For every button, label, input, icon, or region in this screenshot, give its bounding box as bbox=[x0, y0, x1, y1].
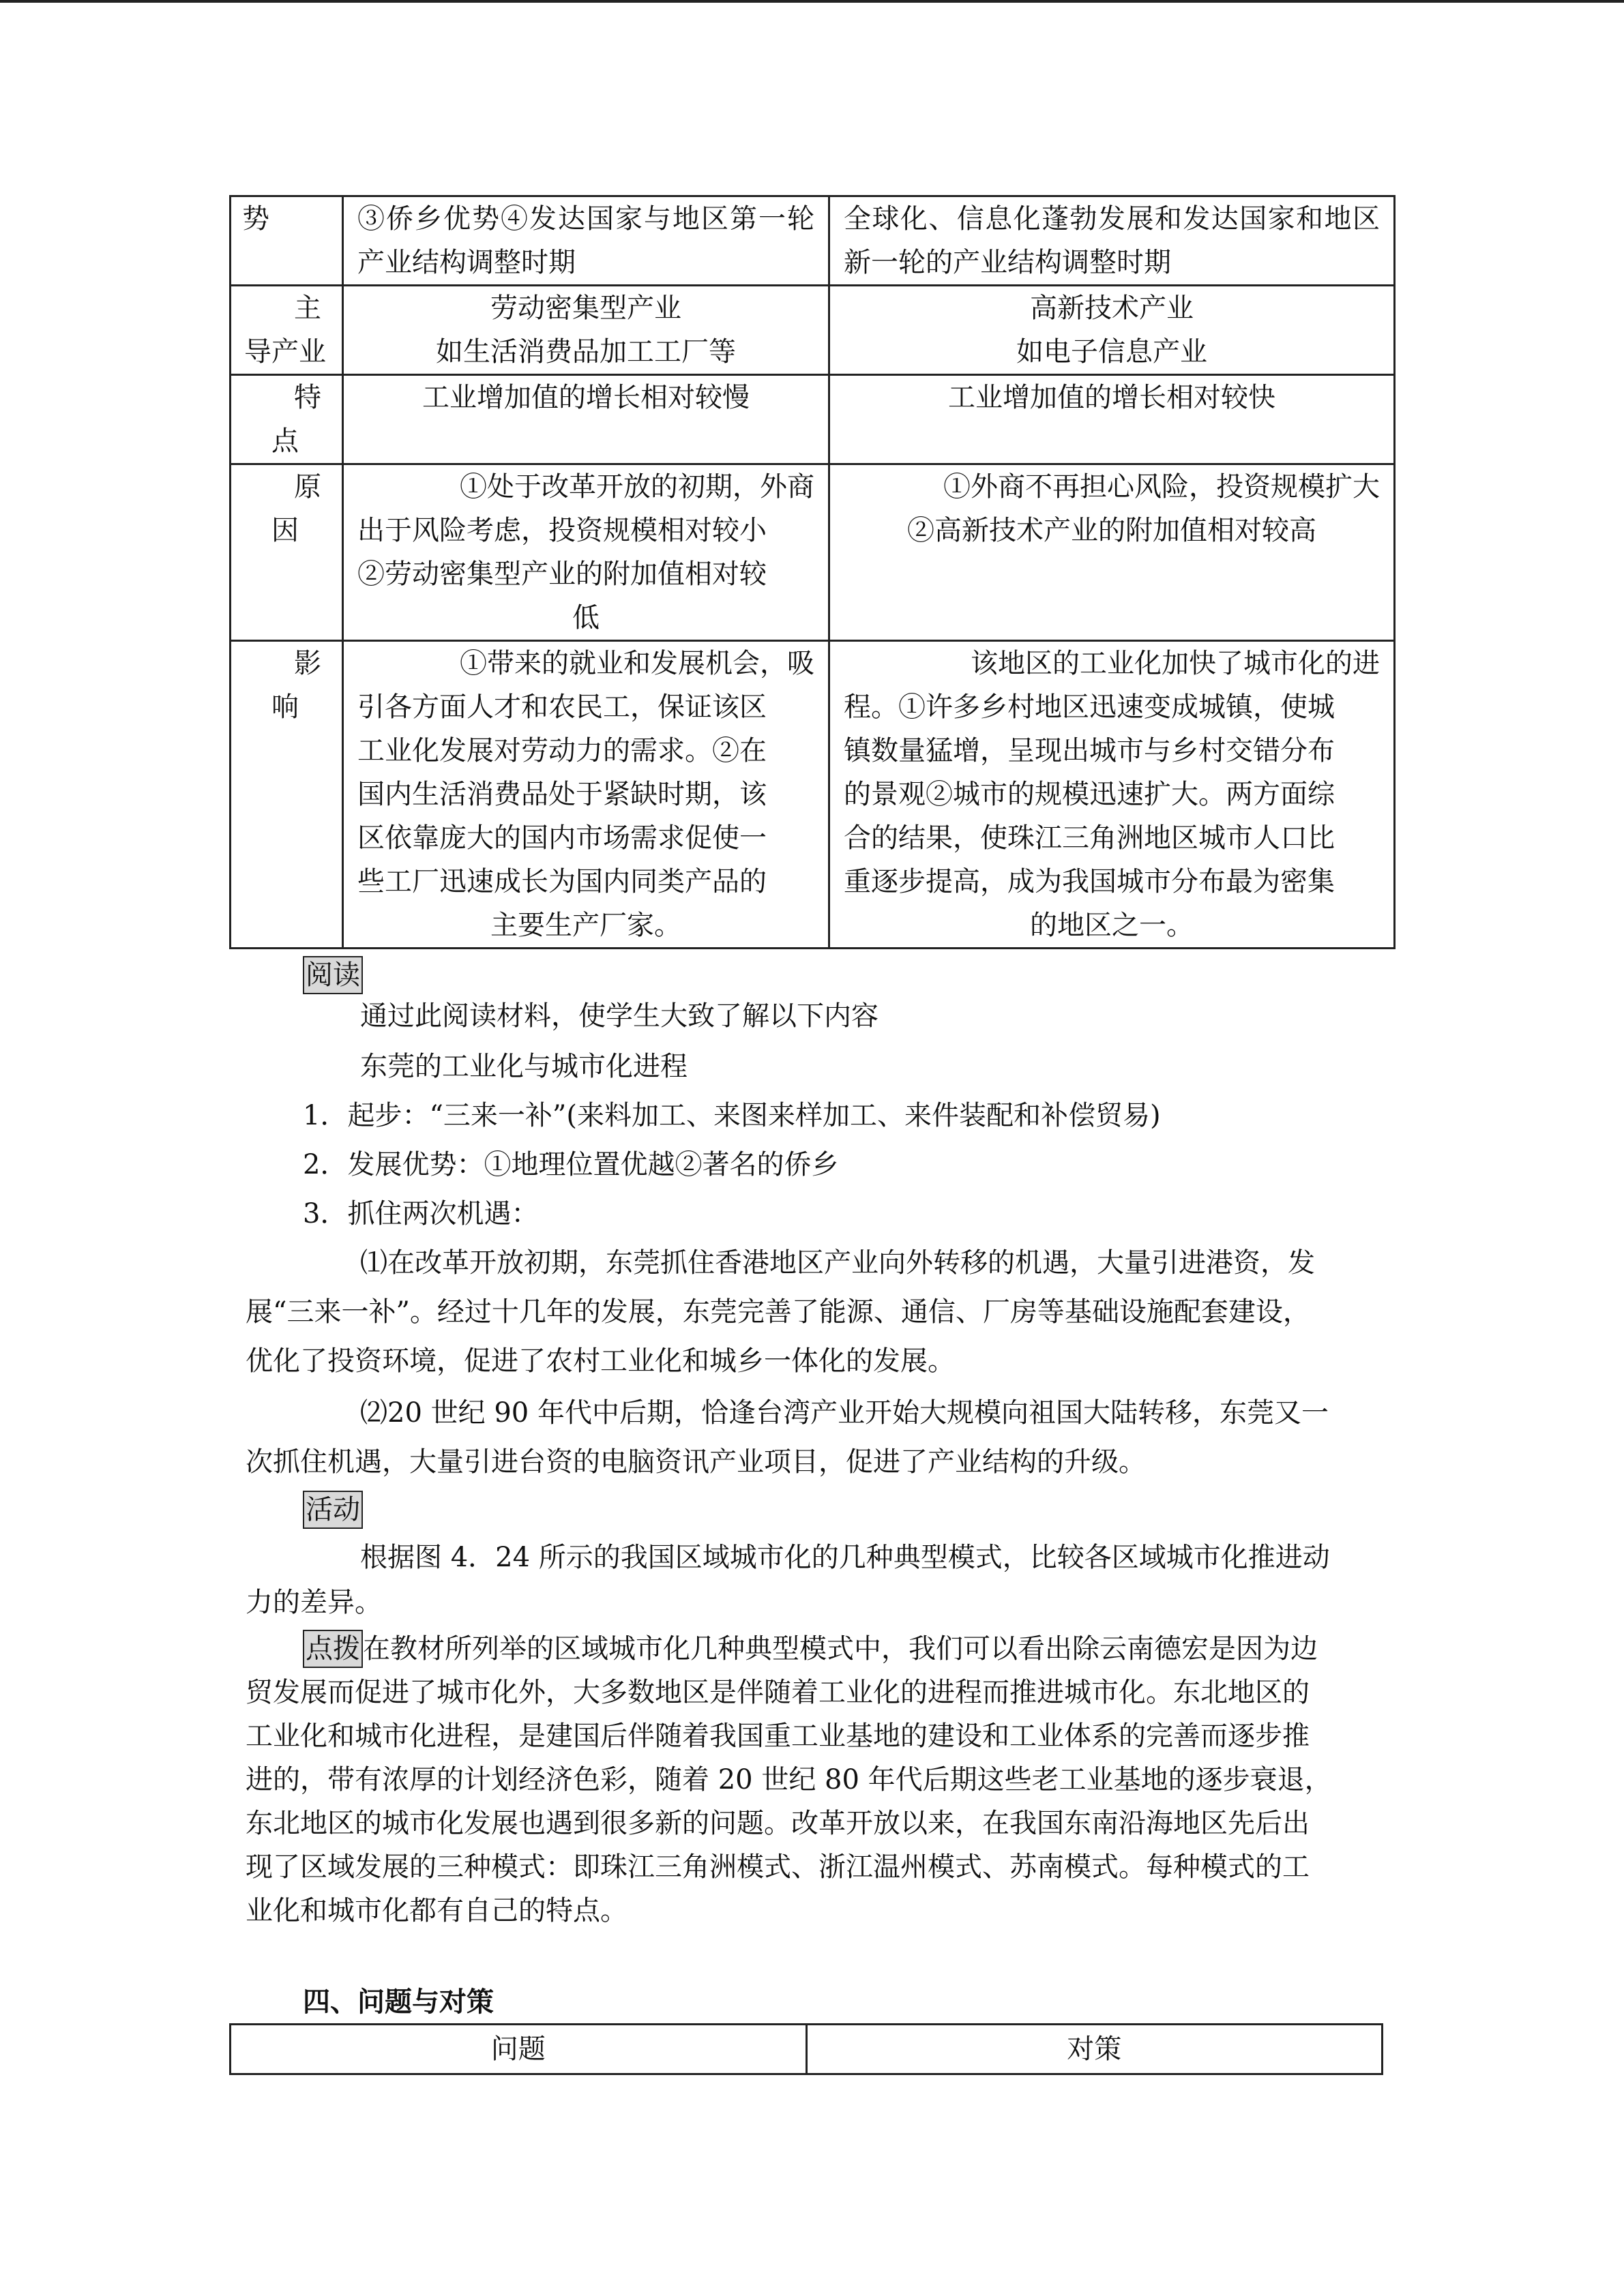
table-cell: 工业增加值的增长相对较快 bbox=[829, 375, 1395, 464]
reading-title: 东莞的工业化与城市化进程 bbox=[360, 1051, 688, 1082]
reading-paragraph-2-line: 次抓住机遇，大量引进台资的电脑资讯产业项目，促进了产业结构的升级。 bbox=[246, 1446, 1146, 1478]
table-header-row bbox=[231, 2025, 1383, 2074]
table-row bbox=[231, 286, 1395, 375]
row-label: 势 bbox=[231, 196, 343, 286]
table-cell: ③侨乡优势④发达国家与地区第一轮产业结构调整时期 bbox=[343, 196, 829, 286]
table-cell: 高新技术产业 如电子信息产业 bbox=[829, 286, 1395, 375]
tip-text-line: 工业化和城市化进程，是建国后伴随着我国重工业基地的建设和工业体系的完善而逐步推 bbox=[246, 1720, 1310, 1752]
activity-tag: 活动 bbox=[303, 1488, 363, 1532]
table-cell: ①外商不再担心风险，投资规模扩大 ②高新技术产业的附加值相对较高 bbox=[829, 464, 1395, 641]
row-label: 特 点 bbox=[231, 375, 343, 464]
table-row bbox=[231, 641, 1395, 949]
list-item: 1．起步：“三来一补”(来料加工、来图来样加工、来件装配和补偿贸易) bbox=[303, 1100, 1161, 1131]
row-label: 影 响 bbox=[231, 641, 343, 949]
reading-paragraph-1-line: 展“三来一补”。经过十几年的发展，东莞完善了能源、通信、厂房等基础设施配套建设， bbox=[246, 1296, 1310, 1328]
tip-text-line: 东北地区的城市化发展也遇到很多新的问题。改革开放以来，在我国东南沿海地区先后出 bbox=[246, 1808, 1310, 1839]
activity-text-line: 根据图 4．24 所示的我国区域城市化的几种典型模式，比较各区域城市化推进动 bbox=[360, 1542, 1330, 1573]
section-heading: 四、问题与对策 bbox=[303, 1986, 494, 2018]
table-row bbox=[231, 464, 1395, 641]
table-cell: 劳动密集型产业 如生活消费品加工工厂等 bbox=[343, 286, 829, 375]
row-label: 主 导产业 bbox=[231, 286, 343, 375]
list-item: 2．发展优势：①地理位置优越②著名的侨乡 bbox=[303, 1149, 839, 1180]
reading-paragraph-2-line: ⑵20 世纪 90 年代中后期，恰逢台湾产业开始大规模向祖国大陆转移，东莞又一 bbox=[360, 1397, 1329, 1429]
activity-text-line: 力的差异。 bbox=[246, 1587, 382, 1618]
table-cell: 全球化、信息化蓬勃发展和发达国家和地区新一轮的产业结构调整时期 bbox=[829, 196, 1395, 286]
reading-intro: 通过此阅读材料，使学生大致了解以下内容 bbox=[360, 1000, 879, 1032]
reading-paragraph-1-line: 优化了投资环境，促进了农村工业化和城乡一体化的发展。 bbox=[246, 1345, 955, 1377]
column-header-problem: 问题 bbox=[231, 2025, 807, 2074]
table-cell: 该地区的工业化加快了城市化的进 程。①许多乡村地区迅速变成城镇，使城 镇数量猛增，呈现出城市与乡村交错分布 的景观②城市的规模迅速扩大。两方面综 合的结果，使珠江三角洲地区城市人口比 重逐步提高，成为我国城市分布最为密集 的地区之一。 bbox=[829, 641, 1395, 949]
table-row bbox=[231, 375, 1395, 464]
reading-tag: 阅读 bbox=[303, 953, 363, 997]
list-item: 3．抓住两次机遇： bbox=[303, 1198, 539, 1229]
column-header-solution: 对策 bbox=[806, 2025, 1383, 2074]
reading-paragraph-1-line: ⑴在改革开放初期，东莞抓住香港地区产业向外转移的机遇，大量引进港资，发 bbox=[360, 1247, 1315, 1279]
table-row bbox=[231, 196, 1395, 286]
tip-tag: 点拨 bbox=[303, 1630, 363, 1668]
table-cell: ①带来的就业和发展机会，吸 引各方面人才和农民工，保证该区 工业化发展对劳动力的需求。②在 国内生活消费品处于紧缺时期，该 区依靠庞大的国内市场需求促使一 些工厂迅速成长为国内同类产品的 主要生产厂家。 bbox=[343, 641, 829, 949]
tip-first-line: 点拨 在教材所列举的区域城市化几种典型模式中，我们可以看出除云南德宏是因为边 bbox=[303, 1627, 1318, 1671]
table-cell: ①处于改革开放的初期，外商 出于风险考虑，投资规模相对较小 ②劳动密集型产业的附加值相对较 低 bbox=[343, 464, 829, 641]
tip-text-line: 贸发展而促进了城市化外，大多数地区是伴随着工业化的进程而推进城市化。东北地区的 bbox=[246, 1677, 1310, 1708]
problem-solution-table bbox=[229, 2023, 1383, 2075]
tip-text-line: 业化和城市化都有自己的特点。 bbox=[246, 1895, 628, 1926]
tip-text-line: 进的，带有浓厚的计划经济色彩，随着 20 世纪 80 年代后期这些老工业基地的逐步衰退， bbox=[246, 1764, 1332, 1795]
comparison-table bbox=[229, 195, 1396, 949]
table-cell: 工业增加值的增长相对较慢 bbox=[343, 375, 829, 464]
tip-text-line: 现了区域发展的三种模式：即珠江三角洲模式、浙江温州模式、苏南模式。每种模式的工 bbox=[246, 1851, 1310, 1883]
row-label: 原 因 bbox=[231, 464, 343, 641]
